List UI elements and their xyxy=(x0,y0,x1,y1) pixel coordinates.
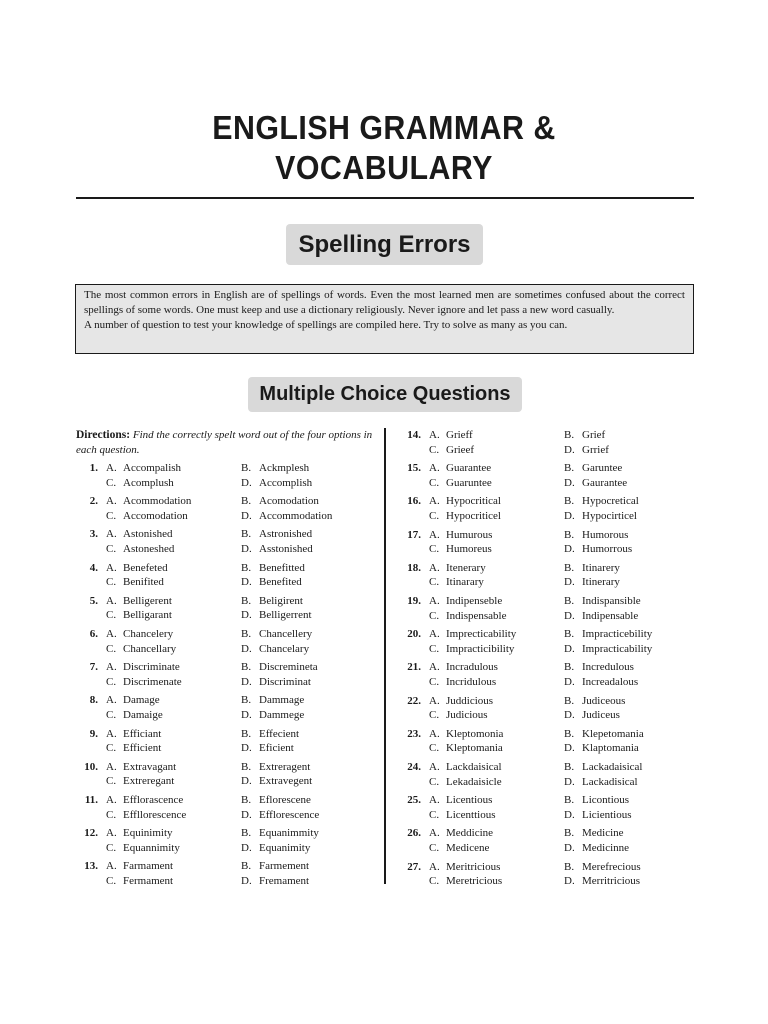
option-a: Chancelery xyxy=(123,628,174,640)
page-title-line-2: VOCABULARY xyxy=(275,149,493,186)
option-letter-c: C. xyxy=(106,742,117,755)
option-b: Judiceous xyxy=(582,694,626,707)
option-c: Discrimenate xyxy=(123,675,182,688)
option-c: Effllorescence xyxy=(123,808,187,821)
option-letter-a: A. xyxy=(106,694,117,707)
option-letter-d: D. xyxy=(564,709,575,722)
option-letter-d: D. xyxy=(564,742,575,755)
option-c: Belligarant xyxy=(123,609,172,622)
option-letter-c: C. xyxy=(106,576,117,589)
option-letter-a: A. xyxy=(429,794,440,807)
option-d: Itinerary xyxy=(582,576,620,589)
option-a: Meritricious xyxy=(446,860,501,873)
option-letter-d: D. xyxy=(564,509,575,522)
question-number: 21. xyxy=(407,661,421,674)
intro-box xyxy=(75,284,694,354)
option-c: Efficient xyxy=(123,742,162,755)
option-c: Chancellary xyxy=(123,642,177,655)
question-number: 20. xyxy=(407,628,421,641)
question-item xyxy=(76,660,376,689)
option-a: Discriminate xyxy=(123,661,180,674)
option-letter-d: D. xyxy=(564,808,575,821)
option-a: Efficiant xyxy=(123,727,162,740)
option-letter-c: C. xyxy=(429,742,440,755)
question-item xyxy=(399,561,699,590)
column-divider xyxy=(384,428,386,884)
option-letter-d: D. xyxy=(241,708,252,721)
option-b: Grief xyxy=(582,429,606,441)
question-item xyxy=(76,727,376,756)
option-letter-a: A. xyxy=(429,727,440,740)
option-a: Extravagant xyxy=(123,760,177,773)
option-letter-d: D. xyxy=(564,675,575,688)
option-letter-a: A. xyxy=(429,528,440,541)
option-letter-a: A. xyxy=(106,727,117,740)
option-d: Indipensable xyxy=(582,609,639,622)
question-number: 5. xyxy=(89,594,98,607)
option-letter-a: A. xyxy=(106,760,117,773)
option-a: Humurous xyxy=(446,528,493,541)
option-letter-a: A. xyxy=(429,429,440,441)
page-title-line-1: ENGLISH GRAMMAR & xyxy=(212,109,556,146)
option-d: Efflorescence xyxy=(259,808,320,821)
option-letter-d: D. xyxy=(564,543,575,556)
option-letter-b: B. xyxy=(564,628,575,641)
option-d: Chancelary xyxy=(259,642,310,655)
question-number: 19. xyxy=(407,595,421,607)
option-letter-c: C. xyxy=(429,609,440,622)
option-c: Medicene xyxy=(446,841,490,854)
option-c: Hypocriticel xyxy=(446,509,501,522)
option-letter-b: B. xyxy=(564,694,575,707)
question-item xyxy=(399,860,699,889)
option-c: Guaruntee xyxy=(446,476,492,489)
question-item xyxy=(76,760,376,789)
option-letter-b: B. xyxy=(564,761,575,773)
question-item xyxy=(76,859,376,888)
option-letter-a: A. xyxy=(106,794,117,806)
option-letter-a: A. xyxy=(429,561,440,574)
option-a: Kleptomonia xyxy=(446,727,504,740)
option-letter-c: C. xyxy=(106,708,117,721)
question-number: 12. xyxy=(84,827,98,840)
option-a: Equinimity xyxy=(123,827,173,840)
option-d: Grrief xyxy=(582,443,609,456)
question-number: 9. xyxy=(89,727,98,740)
option-a: Indipenseble xyxy=(446,595,503,607)
question-item xyxy=(76,561,376,590)
option-b: Licontious xyxy=(582,794,630,807)
option-letter-d: D. xyxy=(241,509,252,522)
option-letter-a: A. xyxy=(106,561,117,574)
option-letter-a: A. xyxy=(106,661,117,674)
option-d: Gaurantee xyxy=(582,476,628,489)
option-a: Grieff xyxy=(446,429,473,441)
option-letter-d: D. xyxy=(564,775,575,788)
option-letter-b: B. xyxy=(241,528,252,541)
question-item xyxy=(399,760,699,789)
question-number: 11. xyxy=(84,794,98,806)
option-d: Impracticability xyxy=(582,642,653,655)
question-number: 14. xyxy=(407,429,421,441)
option-b: Farmement xyxy=(259,860,310,873)
question-item xyxy=(76,594,376,623)
option-b: Discremineta xyxy=(259,661,318,674)
option-d: Discriminat xyxy=(259,675,311,688)
option-letter-d: D. xyxy=(564,875,575,888)
option-c: Astoneshed xyxy=(123,542,175,555)
option-d: Extravegent xyxy=(259,775,313,788)
question-number: 26. xyxy=(407,827,421,840)
option-c: Lekadaisicle xyxy=(446,775,502,788)
option-c: Extreregant xyxy=(123,775,175,788)
option-letter-c: C. xyxy=(429,642,440,655)
directions-text: Find the correctly spelt word out of the four options in each question. xyxy=(76,429,373,456)
option-b: Equanimmity xyxy=(259,827,319,840)
option-letter-a: A. xyxy=(429,661,440,674)
option-d: Accomplish xyxy=(259,476,313,489)
option-letter-c: C. xyxy=(106,841,117,854)
option-c: Humoreus xyxy=(446,543,492,556)
option-letter-b: B. xyxy=(564,661,575,674)
option-letter-b: B. xyxy=(241,661,252,674)
question-number: 27. xyxy=(407,860,421,873)
option-letter-d: D. xyxy=(564,609,575,622)
option-d: Merritricious xyxy=(582,875,641,888)
question-item xyxy=(399,826,699,855)
option-letter-c: C. xyxy=(429,775,440,788)
question-item xyxy=(76,527,376,556)
option-letter-d: D. xyxy=(241,841,252,854)
question-number: 13. xyxy=(84,860,98,873)
question-item xyxy=(399,528,699,557)
option-letter-b: B. xyxy=(564,528,575,541)
option-a: Imprecticability xyxy=(446,628,517,641)
option-d: Lackadisical xyxy=(582,775,638,788)
option-letter-d: D. xyxy=(241,642,252,655)
option-b: Merefrecious xyxy=(582,860,641,873)
option-letter-a: A. xyxy=(429,761,440,773)
option-letter-b: B. xyxy=(241,462,252,474)
option-c: Licenttious xyxy=(446,808,496,821)
option-b: Klepetomania xyxy=(582,727,644,740)
option-b: Itinarery xyxy=(582,561,620,574)
option-c: Indispensable xyxy=(446,609,507,622)
option-letter-d: D. xyxy=(564,576,575,589)
option-c: Kleptomania xyxy=(446,742,503,755)
option-letter-c: C. xyxy=(429,709,440,722)
directions xyxy=(76,428,376,457)
option-a: Incradulous xyxy=(446,661,498,674)
option-a: Lackdaisical xyxy=(446,761,502,773)
option-b: Ackmplesh xyxy=(259,462,310,474)
option-letter-a: A. xyxy=(429,628,440,641)
question-item xyxy=(76,826,376,855)
option-letter-c: C. xyxy=(429,476,440,489)
question-number: 17. xyxy=(407,528,421,541)
option-letter-d: D. xyxy=(564,642,575,655)
option-a: Guarantee xyxy=(446,462,492,475)
option-letter-c: C. xyxy=(106,609,117,622)
question-number: 4. xyxy=(89,561,98,574)
option-letter-d: D. xyxy=(564,476,575,489)
question-number: 1. xyxy=(89,462,98,474)
option-letter-b: B. xyxy=(564,462,575,475)
option-a: Accompalish xyxy=(123,462,182,474)
option-d: Increadalous xyxy=(582,675,639,688)
option-c: Benifited xyxy=(123,576,164,589)
option-c: Damaige xyxy=(123,708,163,721)
option-b: Medicine xyxy=(582,827,624,840)
option-letter-c: C. xyxy=(429,576,440,589)
question-item xyxy=(399,461,699,490)
option-d: Equanimity xyxy=(259,841,311,854)
option-d: Hypocirticel xyxy=(582,509,637,522)
question-item xyxy=(399,793,699,822)
question-item xyxy=(399,428,699,457)
option-a: Itenerary xyxy=(446,561,486,574)
page-title xyxy=(31,108,738,188)
option-letter-b: B. xyxy=(241,495,252,508)
option-d: Dammege xyxy=(259,708,305,721)
option-letter-c: C. xyxy=(106,642,117,655)
option-letter-c: C. xyxy=(106,874,117,887)
question-item xyxy=(399,727,699,756)
option-letter-a: A. xyxy=(106,594,117,607)
option-b: Extreragent xyxy=(259,760,311,773)
option-c: Incridulous xyxy=(446,675,497,688)
option-d: Accommodation xyxy=(259,509,333,522)
option-letter-b: B. xyxy=(564,860,575,873)
question-number: 8. xyxy=(89,694,98,707)
option-a: Benefeted xyxy=(123,561,168,574)
mcq-heading: Multiple Choice Questions xyxy=(248,377,522,412)
option-d: Licientious xyxy=(582,808,632,821)
question-number: 15. xyxy=(407,462,421,475)
option-c: Fermament xyxy=(123,874,174,887)
option-letter-c: C. xyxy=(106,675,117,688)
option-letter-c: C. xyxy=(429,675,440,688)
option-letter-c: C. xyxy=(429,875,440,888)
option-letter-a: A. xyxy=(429,860,440,873)
option-letter-d: D. xyxy=(241,874,252,887)
option-c: Acomplush xyxy=(123,476,174,489)
option-c: Impracticibility xyxy=(446,642,515,655)
question-number: 10. xyxy=(84,760,98,773)
option-letter-c: C. xyxy=(429,443,440,456)
question-number: 22. xyxy=(407,694,421,707)
option-letter-c: C. xyxy=(106,775,117,788)
option-d: Eficient xyxy=(259,742,294,755)
option-a: Meddicine xyxy=(446,827,494,840)
option-letter-d: D. xyxy=(241,808,252,821)
option-letter-b: B. xyxy=(241,794,252,806)
title-divider xyxy=(76,197,694,199)
option-b: Indispansible xyxy=(582,595,641,607)
option-b: Humorous xyxy=(582,528,629,541)
option-c: Judicious xyxy=(446,709,488,722)
option-letter-b: B. xyxy=(564,595,575,607)
option-letter-d: D. xyxy=(241,775,252,788)
option-letter-b: B. xyxy=(241,561,252,574)
option-letter-b: B. xyxy=(564,827,575,840)
option-letter-a: A. xyxy=(429,827,440,840)
option-letter-d: D. xyxy=(564,443,575,456)
option-d: Benefited xyxy=(259,576,302,589)
option-letter-c: C. xyxy=(106,808,117,821)
option-letter-a: A. xyxy=(106,860,117,873)
option-letter-c: C. xyxy=(106,509,117,522)
option-a: Belligerent xyxy=(123,594,172,607)
option-b: Hypocretical xyxy=(582,495,639,508)
option-d: Medicinne xyxy=(582,841,630,854)
option-letter-b: B. xyxy=(241,860,252,873)
option-letter-a: A. xyxy=(106,827,117,840)
option-b: Garuntee xyxy=(582,462,623,475)
option-letter-c: C. xyxy=(106,476,117,489)
option-letter-a: A. xyxy=(106,462,117,474)
option-b: Eflorescene xyxy=(259,794,311,806)
option-letter-b: B. xyxy=(241,827,252,840)
option-d: Fremament xyxy=(259,874,310,887)
option-letter-a: A. xyxy=(106,528,117,541)
intro-paragraph-2: A number of question to test your knowledge of spellings are compiled here. Try to solve as many as you can. xyxy=(84,319,568,331)
option-d: Klaptomania xyxy=(582,742,639,755)
question-number: 23. xyxy=(407,727,421,740)
option-letter-b: B. xyxy=(564,561,575,574)
option-b: Lackadaisical xyxy=(582,761,643,773)
option-a: Damage xyxy=(123,694,160,707)
option-letter-b: B. xyxy=(564,429,575,441)
option-d: Humorrous xyxy=(582,543,633,556)
option-b: Beligirent xyxy=(259,594,303,607)
option-b: Acomodation xyxy=(259,495,319,508)
option-letter-b: B. xyxy=(564,794,575,807)
option-a: Acommodation xyxy=(123,495,192,508)
option-c: Itinarary xyxy=(446,576,484,589)
question-item xyxy=(76,627,376,656)
option-letter-d: D. xyxy=(241,742,252,755)
option-letter-d: D. xyxy=(241,476,252,489)
directions-label: Directions: xyxy=(76,429,131,441)
option-letter-b: B. xyxy=(564,727,575,740)
question-item xyxy=(399,594,699,623)
intro-paragraph-1: The most common errors in English are of spellings of words. Even the most learned men are sometimes confused about the correct spellings of some words. One must keep and use a dictionary religiously. Never ignore and let pass a new word casually. xyxy=(84,289,685,316)
question-item xyxy=(399,694,699,723)
option-letter-b: B. xyxy=(241,727,252,740)
option-letter-b: B. xyxy=(241,694,252,707)
option-letter-c: C. xyxy=(429,841,440,854)
question-number: 3. xyxy=(89,528,98,541)
question-number: 18. xyxy=(407,561,421,574)
option-letter-c: C. xyxy=(106,542,117,555)
option-c: Equannimity xyxy=(123,841,180,854)
option-b: Dammage xyxy=(259,694,305,707)
question-item xyxy=(399,660,699,689)
question-number: 2. xyxy=(89,495,98,508)
option-letter-a: A. xyxy=(429,462,440,475)
option-b: Impracticebility xyxy=(582,628,653,641)
option-letter-b: B. xyxy=(241,628,252,640)
option-a: Astonished xyxy=(123,528,173,541)
option-c: Meretricious xyxy=(446,875,503,888)
section-heading: Spelling Errors xyxy=(286,224,483,265)
option-letter-d: D. xyxy=(241,609,252,622)
question-item xyxy=(76,793,376,822)
option-letter-c: C. xyxy=(429,543,440,556)
option-c: Accomodation xyxy=(123,509,188,522)
question-number: 6. xyxy=(89,628,98,640)
option-b: Chancellery xyxy=(259,628,313,640)
option-a: Juddicious xyxy=(446,694,494,707)
option-letter-a: A. xyxy=(106,628,117,640)
question-item xyxy=(76,461,376,490)
question-number: 7. xyxy=(89,661,98,674)
option-letter-a: A. xyxy=(429,694,440,707)
option-letter-b: B. xyxy=(241,760,252,773)
question-number: 16. xyxy=(407,495,421,508)
option-letter-b: B. xyxy=(564,495,575,508)
option-d: Asstonished xyxy=(259,542,313,555)
option-letter-d: D. xyxy=(241,675,252,688)
option-letter-a: A. xyxy=(106,495,117,508)
option-d: Judiceus xyxy=(582,709,620,722)
option-letter-d: D. xyxy=(241,542,252,555)
option-letter-a: A. xyxy=(429,595,440,607)
option-b: Benefitted xyxy=(259,561,305,574)
option-a: Efflorascence xyxy=(123,794,184,806)
option-b: Incredulous xyxy=(582,661,634,674)
question-item xyxy=(76,693,376,722)
option-b: Effecient xyxy=(259,727,300,740)
question-item xyxy=(76,494,376,523)
option-c: Grieef xyxy=(446,443,475,456)
option-letter-a: A. xyxy=(429,495,440,508)
question-number: 25. xyxy=(407,794,421,807)
option-letter-c: C. xyxy=(429,509,440,522)
option-b: Astronished xyxy=(259,528,313,541)
question-number: 24. xyxy=(407,761,421,773)
option-letter-d: D. xyxy=(241,576,252,589)
option-a: Licentious xyxy=(446,794,493,807)
question-item xyxy=(399,494,699,523)
option-a: Hypocritical xyxy=(446,495,501,508)
question-item xyxy=(399,627,699,656)
option-letter-c: C. xyxy=(429,808,440,821)
option-a: Farmament xyxy=(123,860,174,873)
option-letter-b: B. xyxy=(241,594,252,607)
option-letter-d: D. xyxy=(564,841,575,854)
option-d: Belligerrent xyxy=(259,609,312,622)
